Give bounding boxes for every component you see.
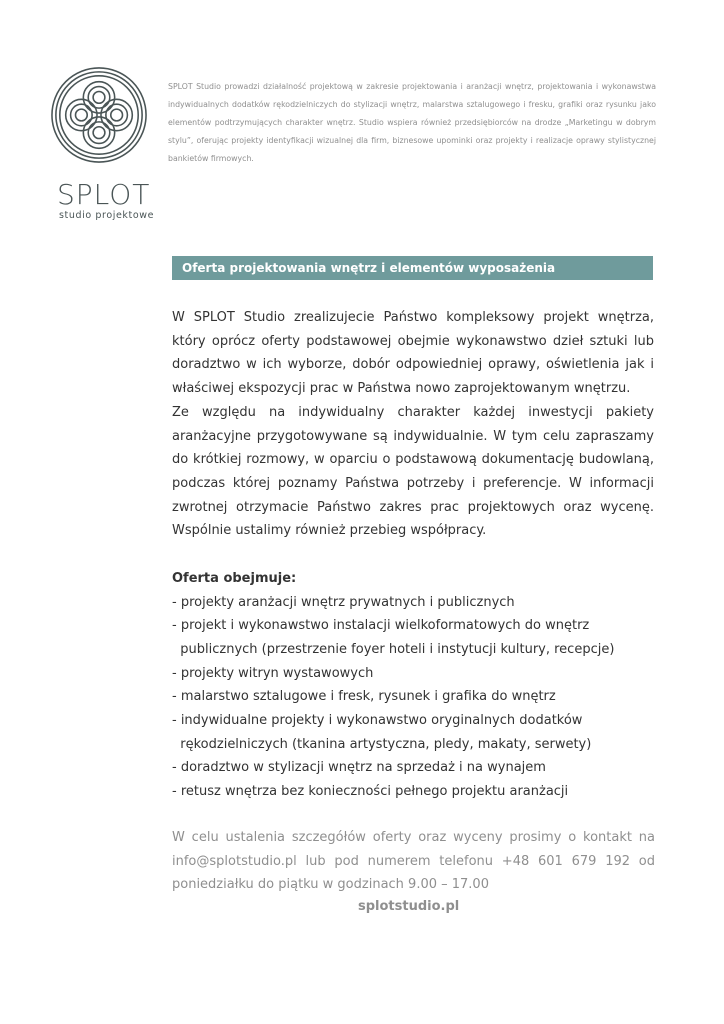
paragraph: Ze względu na indywidualny charakter każdej inwestycji pakiety aranżacyjne przygotowywane są indywidualnie. W tym celu zapraszamy do krótkiej rozmowy, w oparciu o podstawową dokumentację budowlaną, podczas której poznamy Państwa potrzeby i preferencje. W informacji zwrotnej otrzymacie Państwo zakres prac projektowych oraz wycenę. Wspólnie ustalimy również przebieg współpracy. [172, 404, 654, 539]
brand-name: SPLOT [57, 178, 151, 211]
contact-text: W celu ustalenia szczegółów oferty oraz wyceny prosimy o kontakt na info@splotstudio.pl lub pod numerem telefonu +48 601 679 192 od poniedziałku do piątku w godzinach 9.00 – 17.00 [172, 830, 655, 893]
list-item: - doradztwo w stylizacji wnętrz na sprzedaż i na wynajem [172, 760, 546, 776]
section-banner: Oferta projektowania wnętrz i elementów wyposażenia [172, 256, 653, 280]
list-item: - indywidualne projekty i wykonawstwo oryginalnych dodatków [172, 713, 583, 729]
list-item: - projekt i wykonawstwo instalacji wielkoformatowych do wnętrz [172, 618, 590, 634]
list-item: - projekty aranżacji wnętrz prywatnych i publicznych [172, 594, 515, 610]
list-item: rękodzielniczych (tkanina artystyczna, pledy, makaty, serwety) [172, 736, 592, 752]
intro-text: SPLOT Studio prowadzi działalność projektową w zakresie projektowania i aranżacji wnętrz, projektowania i wykonawstwa indywidualnych dodatków rękodzielniczych do stylizacji wnętrz, malarstwa sztalugowego i fresku, grafiki oraz rysunku jako elementów podtrzymujących charakter wnętrz. Studio wspiera również przedsiębiorców na drodze „Marketingu w dobrym stylu”, oferując projekty identyfikacji wizualnej dla firm, biznesowe upominki oraz projekty i realizacje oprawy stylistycznej bankietów firmowych. [168, 82, 656, 163]
list-item: - retusz wnętrza bez konieczności pełnego projektu aranżacji [172, 784, 569, 800]
main-description [172, 306, 654, 543]
brand-tagline: studio projektowe [59, 210, 155, 221]
list-item: - malarstwo sztalugowe i fresk, rysunek i grafika do wnętrz [172, 689, 556, 705]
offer-list [172, 591, 662, 804]
website-link[interactable]: splotstudio.pl [358, 899, 460, 914]
splot-logo-icon [50, 66, 148, 164]
paragraph: W SPLOT Studio zrealizujecie Państwo kompleksowy projekt wnętrza, który oprócz oferty podstawowej obejmie wykonawstwo dzieł sztuki lub doradztwo w ich wyborze, dobór odpowiedniej oprawy, oświetlenia jak i właściwej ekspozycji prac w Państwa nowo zaprojektowanym wnętrzu. [172, 310, 654, 397]
list-item: publicznych (przestrzenie foyer hoteli i instytucji kultury, recepcje) [172, 641, 615, 657]
offer-title: Oferta obejmuje: [172, 571, 297, 586]
list-item: - projekty witryn wystawowych [172, 665, 374, 681]
